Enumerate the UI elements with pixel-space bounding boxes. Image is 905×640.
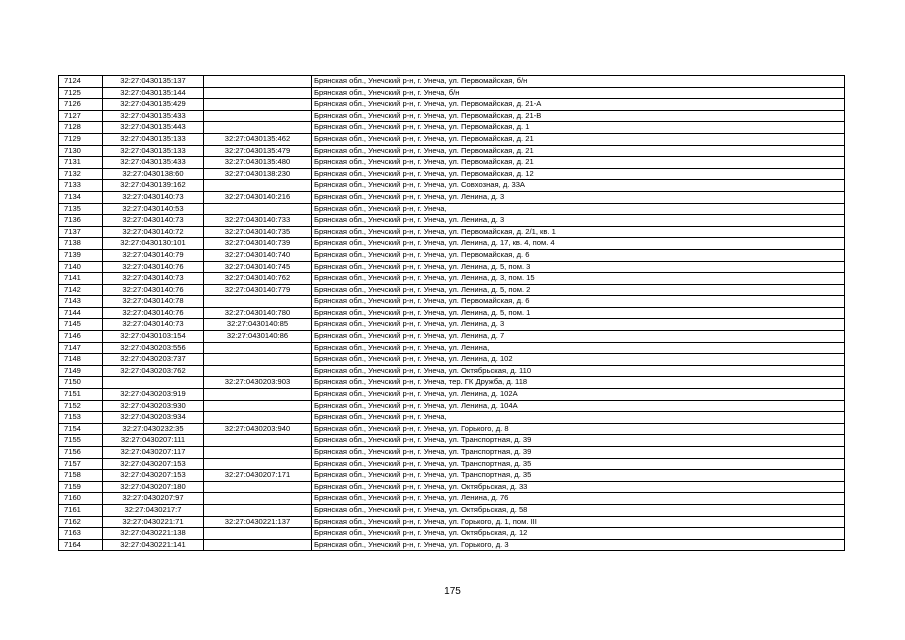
related-cadastral-number-cell: 32:27:0430140:762 — [204, 273, 312, 285]
related-cadastral-number-cell: 32:27:0430140:779 — [204, 284, 312, 296]
related-cadastral-number-cell — [204, 458, 312, 470]
row-number-cell: 7147 — [59, 342, 103, 354]
table-row — [59, 504, 845, 516]
address-cell: Брянская обл., Унечский р-н, г. Унеча, ул. Транспортная, д. 39 — [312, 447, 845, 459]
cadastral-number-cell: 32:27:0430135:137 — [103, 76, 204, 88]
row-number-cell: 7126 — [59, 99, 103, 111]
address-cell: Брянская обл., Унечский р-н, г. Унеча, ул. Ленина, д. 5, пом. 1 — [312, 307, 845, 319]
cadastral-number-cell: 32:27:0430217:7 — [103, 504, 204, 516]
row-number-cell: 7157 — [59, 458, 103, 470]
row-number-cell: 7145 — [59, 319, 103, 331]
table-row — [59, 133, 845, 145]
table-row — [59, 215, 845, 227]
table-row — [59, 273, 845, 285]
table-row — [59, 539, 845, 551]
address-cell: Брянская обл., Унечский р-н, г. Унеча, — [312, 203, 845, 215]
cadastral-number-cell: 32:27:0430207:180 — [103, 481, 204, 493]
cadastral-number-cell: 32:27:0430203:930 — [103, 400, 204, 412]
table-row — [59, 296, 845, 308]
row-number-cell: 7129 — [59, 133, 103, 145]
address-cell: Брянская обл., Унечский р-н, г. Унеча, ул. Ленина, д. 104А — [312, 400, 845, 412]
related-cadastral-number-cell: 32:27:0430138:230 — [204, 168, 312, 180]
related-cadastral-number-cell: 32:27:0430140:740 — [204, 249, 312, 261]
row-number-cell: 7140 — [59, 261, 103, 273]
row-number-cell: 7133 — [59, 180, 103, 192]
row-number-cell: 7131 — [59, 157, 103, 169]
cadastral-number-cell: 32:27:0430139:162 — [103, 180, 204, 192]
related-cadastral-number-cell — [204, 122, 312, 134]
table-row — [59, 400, 845, 412]
address-cell: Брянская обл., Унечский р-н, г. Унеча, ул. Транспортная, д. 35 — [312, 470, 845, 482]
address-cell: Брянская обл., Унечский р-н, г. Унеча, ул. Ленина, д. 76 — [312, 493, 845, 505]
cadastral-number-cell: 32:27:0430221:141 — [103, 539, 204, 551]
cadastral-number-cell: 32:27:0430232:35 — [103, 423, 204, 435]
related-cadastral-number-cell: 32:27:0430140:780 — [204, 307, 312, 319]
table-row — [59, 238, 845, 250]
table-row — [59, 389, 845, 401]
related-cadastral-number-cell: 32:27:0430140:733 — [204, 215, 312, 227]
cadastral-number-cell: 32:27:0430207:153 — [103, 458, 204, 470]
row-number-cell: 7160 — [59, 493, 103, 505]
address-cell: Брянская обл., Унечский р-н, г. Унеча, ул. Горького, д. 3 — [312, 539, 845, 551]
related-cadastral-number-cell — [204, 504, 312, 516]
address-cell: Брянская обл., Унечский р-н, г. Унеча, ул. Ленина, д. 5, пом. 3 — [312, 261, 845, 273]
row-number-cell: 7143 — [59, 296, 103, 308]
cadastral-number-cell: 32:27:0430203:762 — [103, 365, 204, 377]
related-cadastral-number-cell — [204, 342, 312, 354]
address-cell: Брянская обл., Унечский р-н, г. Унеча, ул. Ленина, д. 7 — [312, 331, 845, 343]
row-number-cell: 7125 — [59, 87, 103, 99]
cadastral-number-cell: 32:27:0430203:934 — [103, 412, 204, 424]
row-number-cell: 7161 — [59, 504, 103, 516]
address-cell: Брянская обл., Унечский р-н, г. Унеча, ул. Ленина, — [312, 342, 845, 354]
address-cell: Брянская обл., Унечский р-н, г. Унеча, ул. Первомайская, д. 6 — [312, 249, 845, 261]
row-number-cell: 7127 — [59, 110, 103, 122]
related-cadastral-number-cell: 32:27:0430140:86 — [204, 331, 312, 343]
address-cell: Брянская обл., Унечский р-н, г. Унеча, ул. Ленина, д. 3 — [312, 191, 845, 203]
cadastral-number-cell: 32:27:0430140:73 — [103, 319, 204, 331]
cadastral-number-cell: 32:27:0430135:429 — [103, 99, 204, 111]
table-row — [59, 307, 845, 319]
related-cadastral-number-cell — [204, 447, 312, 459]
table-row — [59, 110, 845, 122]
table-row — [59, 516, 845, 528]
address-cell: Брянская обл., Унечский р-н, г. Унеча, ул. Первомайская, д. 6 — [312, 296, 845, 308]
related-cadastral-number-cell: 32:27:0430140:216 — [204, 191, 312, 203]
row-number-cell: 7162 — [59, 516, 103, 528]
address-cell: Брянская обл., Унечский р-н, г. Унеча, ул. Транспортная, д. 35 — [312, 458, 845, 470]
cadastral-number-cell: 32:27:0430140:73 — [103, 215, 204, 227]
row-number-cell: 7148 — [59, 354, 103, 366]
row-number-cell: 7137 — [59, 226, 103, 238]
table-row — [59, 249, 845, 261]
related-cadastral-number-cell — [204, 87, 312, 99]
cadastral-number-cell: 32:27:0430140:78 — [103, 296, 204, 308]
related-cadastral-number-cell: 32:27:0430140:735 — [204, 226, 312, 238]
row-number-cell: 7164 — [59, 539, 103, 551]
cadastral-number-cell: 32:27:0430207:111 — [103, 435, 204, 447]
table-row — [59, 331, 845, 343]
row-number-cell: 7142 — [59, 284, 103, 296]
related-cadastral-number-cell — [204, 400, 312, 412]
cadastral-number-cell: 32:27:0430135:133 — [103, 145, 204, 157]
address-cell: Брянская обл., Унечский р-н, г. Унеча, ул. Первомайская, д. 21-А — [312, 99, 845, 111]
cadastral-number-cell: 32:27:0430140:73 — [103, 191, 204, 203]
related-cadastral-number-cell — [204, 99, 312, 111]
address-cell: Брянская обл., Унечский р-н, г. Унеча, ул. Ленина, д. 17, кв. 4, пом. 4 — [312, 238, 845, 250]
table-row — [59, 423, 845, 435]
row-number-cell: 7134 — [59, 191, 103, 203]
related-cadastral-number-cell — [204, 203, 312, 215]
cadastral-number-cell: 32:27:0430140:76 — [103, 261, 204, 273]
table-row — [59, 354, 845, 366]
related-cadastral-number-cell — [204, 528, 312, 540]
row-number-cell: 7153 — [59, 412, 103, 424]
table-row — [59, 145, 845, 157]
address-cell: Брянская обл., Унечский р-н, г. Унеча, ул. Ленина, д. 5, пом. 2 — [312, 284, 845, 296]
row-number-cell: 7158 — [59, 470, 103, 482]
cadastral-number-cell — [103, 377, 204, 389]
address-cell: Брянская обл., Унечский р-н, г. Унеча, тер. ГК Дружба, д. 118 — [312, 377, 845, 389]
cadastral-number-cell: 32:27:0430221:71 — [103, 516, 204, 528]
table-body — [59, 76, 845, 551]
related-cadastral-number-cell: 32:27:0430135:479 — [204, 145, 312, 157]
cadastral-number-cell: 32:27:0430203:919 — [103, 389, 204, 401]
row-number-cell: 7141 — [59, 273, 103, 285]
cadastral-number-cell: 32:27:0430207:153 — [103, 470, 204, 482]
row-number-cell: 7146 — [59, 331, 103, 343]
cadastral-number-cell: 32:27:0430140:53 — [103, 203, 204, 215]
cadastral-number-cell: 32:27:0430203:737 — [103, 354, 204, 366]
table-row — [59, 470, 845, 482]
address-cell: Брянская обл., Унечский р-н, г. Унеча, — [312, 412, 845, 424]
related-cadastral-number-cell: 32:27:0430140:745 — [204, 261, 312, 273]
address-cell: Брянская обл., Унечский р-н, г. Унеча, ул. Совхозная, д. 33А — [312, 180, 845, 192]
page-number: 175 — [444, 586, 461, 597]
cadastral-number-cell: 32:27:0430135:433 — [103, 110, 204, 122]
address-cell: Брянская обл., Унечский р-н, г. Унеча, ул. Первомайская, д. 21 — [312, 133, 845, 145]
related-cadastral-number-cell — [204, 435, 312, 447]
cadastral-number-cell: 32:27:0430207:117 — [103, 447, 204, 459]
table-row — [59, 226, 845, 238]
cadastral-number-cell: 32:27:0430130:101 — [103, 238, 204, 250]
related-cadastral-number-cell — [204, 389, 312, 401]
cadastral-number-cell: 32:27:0430135:133 — [103, 133, 204, 145]
row-number-cell: 7136 — [59, 215, 103, 227]
address-cell: Брянская обл., Унечский р-н, г. Унеча, ул. Первомайская, д. 12 — [312, 168, 845, 180]
address-cell: Брянская обл., Унечский р-н, г. Унеча, ул. Ленина, д. 3 — [312, 215, 845, 227]
row-number-cell: 7155 — [59, 435, 103, 447]
table-row — [59, 168, 845, 180]
related-cadastral-number-cell — [204, 365, 312, 377]
cadastral-table — [58, 75, 845, 551]
row-number-cell: 7159 — [59, 481, 103, 493]
table-row — [59, 203, 845, 215]
row-number-cell: 7151 — [59, 389, 103, 401]
row-number-cell: 7149 — [59, 365, 103, 377]
related-cadastral-number-cell — [204, 180, 312, 192]
row-number-cell: 7152 — [59, 400, 103, 412]
address-cell: Брянская обл., Унечский р-н, г. Унеча, ул. Ленина, д. 102 — [312, 354, 845, 366]
address-cell: Брянская обл., Унечский р-н, г. Унеча, ул. Октябрьская, д. 110 — [312, 365, 845, 377]
table-row — [59, 122, 845, 134]
table-row — [59, 365, 845, 377]
table-row — [59, 528, 845, 540]
table-row — [59, 342, 845, 354]
address-cell: Брянская обл., Унечский р-н, г. Унеча, ул. Первомайская, д. 21 — [312, 145, 845, 157]
related-cadastral-number-cell — [204, 110, 312, 122]
address-cell: Брянская обл., Унечский р-н, г. Унеча, ул. Ленина, д. 3 — [312, 319, 845, 331]
row-number-cell: 7154 — [59, 423, 103, 435]
address-cell: Брянская обл., Унечский р-н, г. Унеча, ул. Горького, д. 1, пом. III — [312, 516, 845, 528]
related-cadastral-number-cell: 32:27:0430140:739 — [204, 238, 312, 250]
row-number-cell: 7132 — [59, 168, 103, 180]
related-cadastral-number-cell — [204, 354, 312, 366]
row-number-cell: 7150 — [59, 377, 103, 389]
related-cadastral-number-cell — [204, 481, 312, 493]
table-row — [59, 87, 845, 99]
related-cadastral-number-cell: 32:27:0430207:171 — [204, 470, 312, 482]
related-cadastral-number-cell — [204, 539, 312, 551]
table-row — [59, 458, 845, 470]
address-cell: Брянская обл., Унечский р-н, г. Унеча, ул. Октябрьская, д. 33 — [312, 481, 845, 493]
cadastral-number-cell: 32:27:0430203:556 — [103, 342, 204, 354]
row-number-cell: 7139 — [59, 249, 103, 261]
table-row — [59, 284, 845, 296]
address-cell: Брянская обл., Унечский р-н, г. Унеча, ул. Горького, д. 8 — [312, 423, 845, 435]
table-row — [59, 261, 845, 273]
table-row — [59, 412, 845, 424]
related-cadastral-number-cell: 32:27:0430135:462 — [204, 133, 312, 145]
address-cell: Брянская обл., Унечский р-н, г. Унеча, б/н — [312, 87, 845, 99]
cadastral-number-cell: 32:27:0430140:79 — [103, 249, 204, 261]
cadastral-number-cell: 32:27:0430140:73 — [103, 273, 204, 285]
related-cadastral-number-cell — [204, 493, 312, 505]
related-cadastral-number-cell — [204, 412, 312, 424]
cadastral-number-cell: 32:27:0430135:433 — [103, 157, 204, 169]
table-row — [59, 76, 845, 88]
cadastral-number-cell: 32:27:0430207:97 — [103, 493, 204, 505]
table-row — [59, 99, 845, 111]
row-number-cell: 7138 — [59, 238, 103, 250]
table-row — [59, 157, 845, 169]
address-cell: Брянская обл., Унечский р-н, г. Унеча, ул. Первомайская, д. 21 — [312, 157, 845, 169]
table-row — [59, 447, 845, 459]
table-row — [59, 435, 845, 447]
row-number-cell: 7144 — [59, 307, 103, 319]
address-cell: Брянская обл., Унечский р-н, г. Унеча, ул. Первомайская, д. 2/1, кв. 1 — [312, 226, 845, 238]
table-row — [59, 377, 845, 389]
cadastral-number-cell: 32:27:0430138:60 — [103, 168, 204, 180]
cadastral-number-cell: 32:27:0430140:72 — [103, 226, 204, 238]
related-cadastral-number-cell: 32:27:0430140:85 — [204, 319, 312, 331]
cadastral-number-cell: 32:27:0430135:443 — [103, 122, 204, 134]
related-cadastral-number-cell: 32:27:0430135:480 — [204, 157, 312, 169]
row-number-cell: 7163 — [59, 528, 103, 540]
address-cell: Брянская обл., Унечский р-н, г. Унеча, ул. Ленина, д. 102А — [312, 389, 845, 401]
related-cadastral-number-cell — [204, 296, 312, 308]
cadastral-number-cell: 32:27:0430135:144 — [103, 87, 204, 99]
cadastral-number-cell: 32:27:0430140:76 — [103, 307, 204, 319]
address-cell: Брянская обл., Унечский р-н, г. Унеча, ул. Октябрьская, д. 12 — [312, 528, 845, 540]
row-number-cell: 7130 — [59, 145, 103, 157]
table-row — [59, 493, 845, 505]
address-cell: Брянская обл., Унечский р-н, г. Унеча, ул. Октябрьская, д. 58 — [312, 504, 845, 516]
cadastral-number-cell: 32:27:0430103:154 — [103, 331, 204, 343]
table-row — [59, 481, 845, 493]
row-number-cell: 7156 — [59, 447, 103, 459]
table-row — [59, 180, 845, 192]
row-number-cell: 7128 — [59, 122, 103, 134]
address-cell: Брянская обл., Унечский р-н, г. Унеча, ул. Транспортная, д. 39 — [312, 435, 845, 447]
related-cadastral-number-cell: 32:27:0430203:903 — [204, 377, 312, 389]
cadastral-number-cell: 32:27:0430140:76 — [103, 284, 204, 296]
related-cadastral-number-cell — [204, 76, 312, 88]
address-cell: Брянская обл., Унечский р-н, г. Унеча, ул. Ленина, д. 3, пом. 15 — [312, 273, 845, 285]
address-cell: Брянская обл., Унечский р-н, г. Унеча, ул. Первомайская, д. 1 — [312, 122, 845, 134]
cadastral-number-cell: 32:27:0430221:138 — [103, 528, 204, 540]
related-cadastral-number-cell: 32:27:0430203:940 — [204, 423, 312, 435]
address-cell: Брянская обл., Унечский р-н, г. Унеча, ул. Первомайская, д. 21-В — [312, 110, 845, 122]
table-row — [59, 319, 845, 331]
table-row — [59, 191, 845, 203]
row-number-cell: 7124 — [59, 76, 103, 88]
address-cell: Брянская обл., Унечский р-н, г. Унеча, ул. Первомайская, б/н — [312, 76, 845, 88]
row-number-cell: 7135 — [59, 203, 103, 215]
related-cadastral-number-cell: 32:27:0430221:137 — [204, 516, 312, 528]
